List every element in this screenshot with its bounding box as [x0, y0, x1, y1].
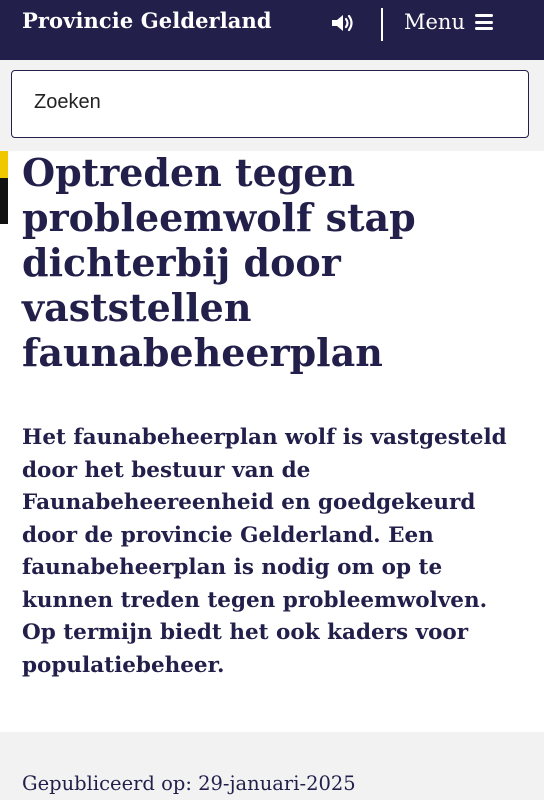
- site-header: [0, 0, 544, 60]
- published-date: Gepubliceerd op: 29-januari-2025: [22, 772, 356, 795]
- hamburger-icon: [475, 14, 493, 30]
- speaker-icon[interactable]: [330, 12, 356, 34]
- page-title: Optreden tegen probleemwolf stap dichterbij door vaststellen faunabeheerplan: [22, 150, 416, 375]
- search-box[interactable]: [11, 70, 529, 138]
- header-divider: [381, 8, 383, 41]
- search-section: [0, 60, 544, 151]
- article-intro: Het faunabeheerplan wolf is vastgesteld door het bestuur van de Faunabeheereenheid en goedgekeurd door de provincie Gelderland. Een faunabeheerplan is nodig om op te kunnen treden tegen probleemwolven. Op termijn biedt het ook kaders voor populatiebeheer.: [22, 425, 507, 678]
- site-title-link[interactable]: Provincie Gelderland: [22, 8, 272, 33]
- title-accent-bar-dark: [0, 178, 8, 224]
- search-input[interactable]: [34, 91, 514, 114]
- menu-button[interactable]: [404, 8, 493, 36]
- menu-label: Menu: [404, 10, 465, 34]
- published-section: [0, 732, 544, 800]
